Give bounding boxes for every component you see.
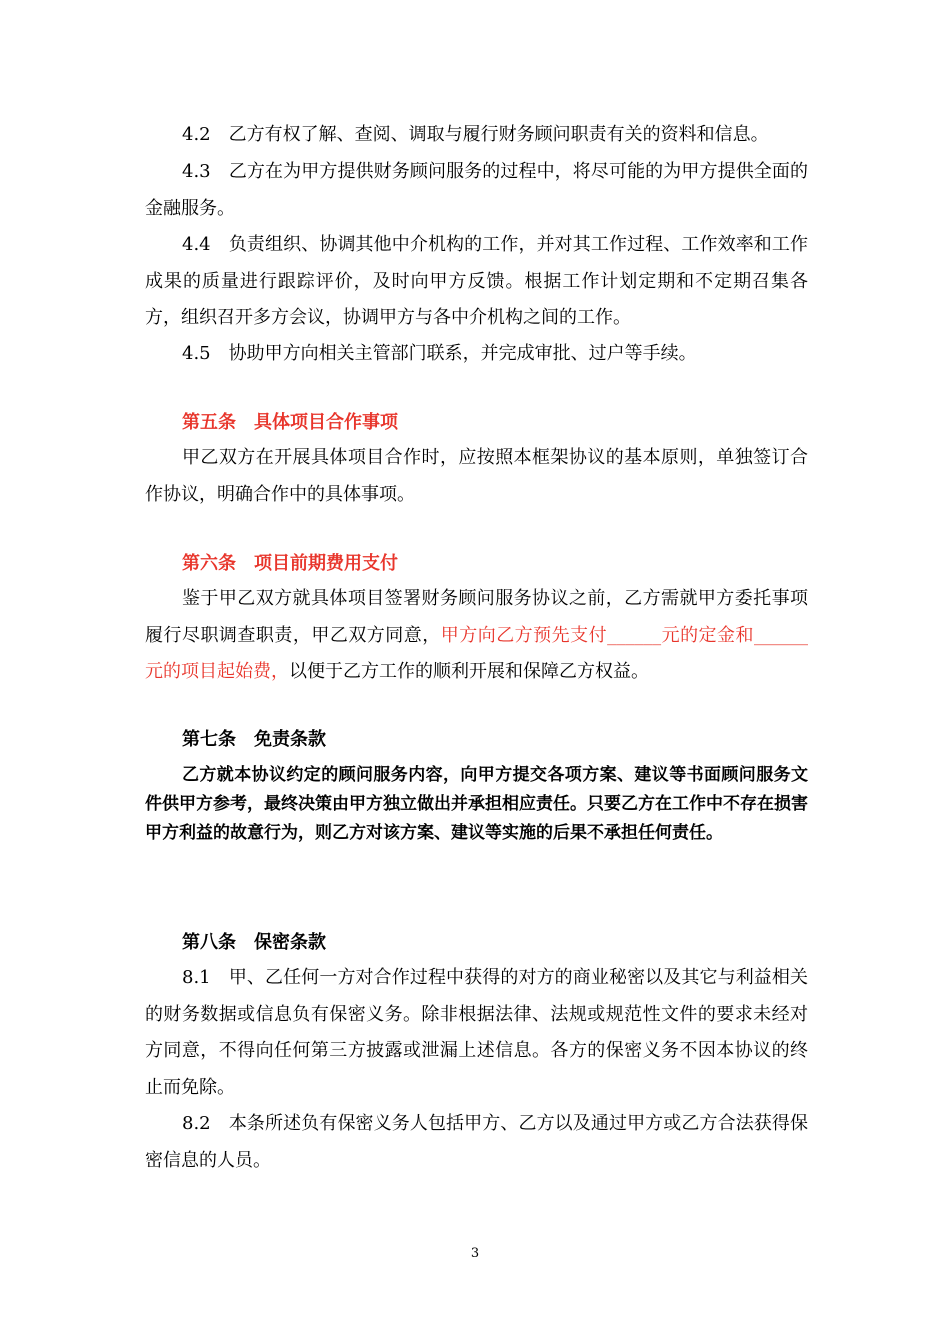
clause-4-5: 4.5 协助甲方向相关主管部门联系，并完成审批、过户等手续。 <box>182 343 697 364</box>
page-number: 3 <box>470 1246 480 1261</box>
article-6-body <box>145 581 808 691</box>
article-5-heading: 第五条 具体项目合作事项 <box>182 412 398 433</box>
article-6-text-b: 以便于乙方工作的顺利开展和保障乙方权益。 <box>289 661 649 682</box>
clause-4-3: 4.3 乙方在为甲方提供财务顾问服务的过程中，将尽可能的为甲方提供全面的金融服务。 <box>145 161 808 219</box>
article-5-body: 甲乙双方在开展具体项目合作时，应按照本框架协议的基本原则，单独签订合作协议，明确合作中的具体事项。 <box>145 447 808 505</box>
article-7-heading: 第七条 免责条款 <box>182 729 326 750</box>
article-6-payment-terms: 甲方向乙方预先支付______元的定金和______元的项目起始费， <box>145 624 809 682</box>
clause-4-2: 4.2 乙方有权了解、查阅、调取与履行财务顾问职责有关的资料和信息。 <box>182 124 769 145</box>
article-6-text-a: 鉴于甲乙双方就具体项目签署财务顾问服务协议之前，乙方需就甲方委托事项履行尽职调查职责，甲乙双方同意， <box>145 588 808 646</box>
clause-8-1: 8.1 甲、乙任何一方对合作过程中获得的对方的商业秘密以及其它与利益相关的财务数据或信息负有保密义务。除非根据法律、法规或规范性文件的要求未经对方同意，不得向任何第三方披露或泄漏上述信息。各方的保密义务不因本协议的终止而免除。 <box>145 967 808 1098</box>
clause-8-2: 8.2 本条所述负有保密义务人包括甲方、乙方以及通过甲方或乙方合法获得保密信息的人员。 <box>145 1113 808 1171</box>
article-7-body: 乙方就本协议约定的顾问服务内容，向甲方提交各项方案、建议等书面顾问服务文件供甲方参考，最终决策由甲方独立做出并承担相应责任。只要乙方在工作中不存在损害甲方利益的故意行为，则乙方对该方案、建议等实施的后果不承担任何责任。 <box>145 765 808 843</box>
article-6-heading: 第六条 项目前期费用支付 <box>182 553 398 574</box>
article-8-heading: 第八条 保密条款 <box>182 932 326 953</box>
clause-4-4: 4.4 负责组织、协调其他中介机构的工作，并对其工作过程、工作效率和工作成果的质量进行跟踪评价，及时向甲方反馈。根据工作计划定期和不定期召集各方，组织召开多方会议，协调甲方与各中介机构之间的工作。 <box>145 234 808 328</box>
